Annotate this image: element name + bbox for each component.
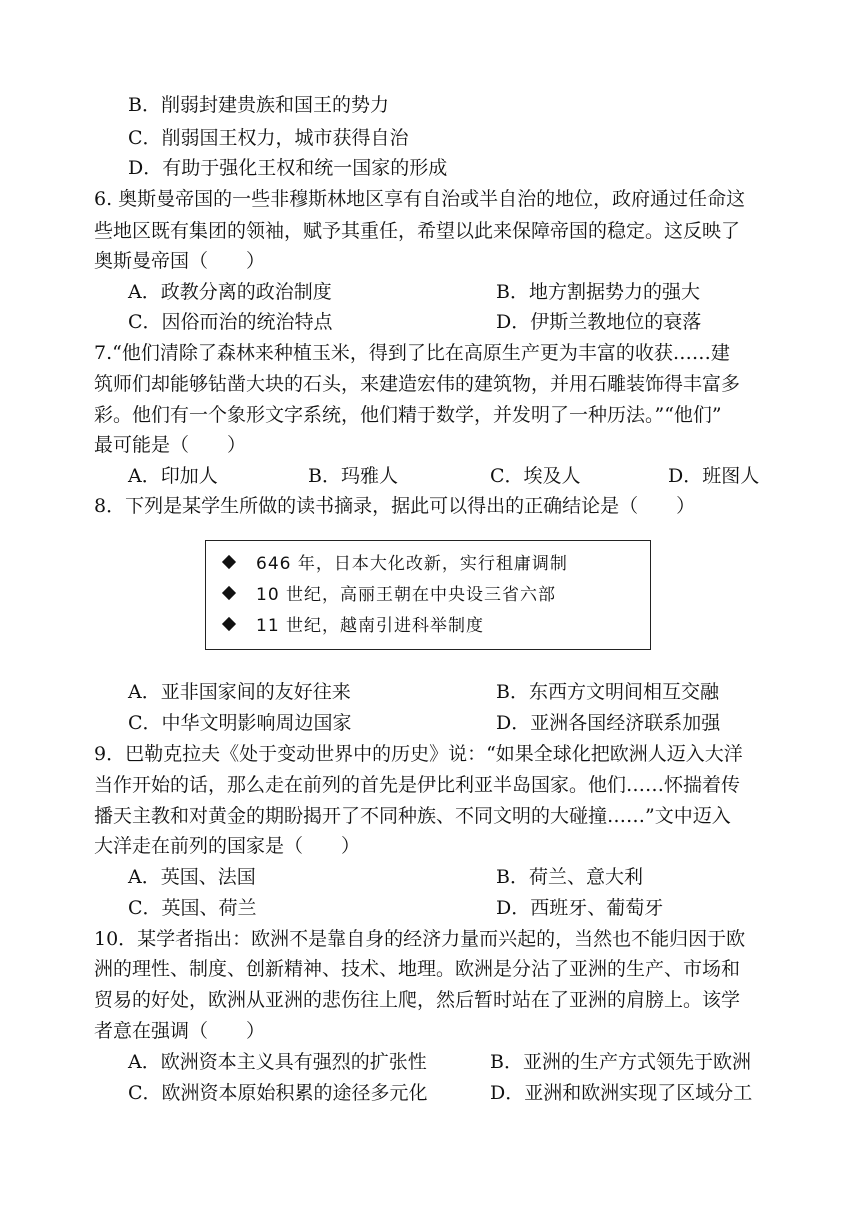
reading-excerpt-box [205,540,651,650]
diamond-bullet-icon [222,617,236,631]
q9-stem-line-3: 播天主教和对黄金的期盼揭开了不同种族、不同文明的大碰撞……”文中迈入 [94,805,731,827]
q7-option-b: B．玛雅人 [308,465,398,487]
q9-option-a: A．英国、法国 [128,866,256,888]
q8-stem: 8．下列是某学生所做的读书摘录，据此可以得出的正确结论是（ ） [94,495,696,517]
q10-stem-line-1: 10．某学者指出：欧洲不是靠自身的经济力量而兴起的，当然也不能归因于欧 [94,928,746,950]
q9-option-c: C．英国、荷兰 [128,897,257,919]
q5-option-c: C．削弱国王权力，城市获得自治 [128,127,409,149]
q10-stem-line-3: 贸易的好处，欧洲从亚洲的悲伤往上爬，然后暂时站在了亚洲的肩膀上。该学 [94,989,741,1011]
q6-stem-line-1: 6. 奥斯曼帝国的一些非穆斯林地区享有自治或半自治的地位，政府通过任命这 [94,188,746,210]
q7-option-c: C．埃及人 [490,465,581,487]
q9-stem-line-1: 9．巴勒克拉夫《处于变动世界中的历史》说：“如果全球化把欧洲人迈入大洋 [94,743,743,765]
q10-option-a: A．欧洲资本主义具有强烈的扩张性 [128,1051,427,1073]
q8-option-d: D．亚洲各国经济联系加强 [496,712,721,734]
q6-option-b: B．地方割据势力的强大 [496,281,700,303]
excerpt-item: 11 世纪，越南引进科举制度 [224,611,484,641]
q7-option-d: D．班图人 [668,465,760,487]
diamond-bullet-icon [222,555,236,569]
q5-option-b: B．削弱封建贵族和国王的势力 [128,94,389,116]
excerpt-item: 10 世纪，高丽王朝在中央设三省六部 [224,580,556,610]
q10-stem-line-4: 者意在强调（ ） [94,1020,266,1042]
q7-option-a: A．印加人 [128,465,218,487]
q9-option-d: D．西班牙、葡萄牙 [496,897,664,919]
q10-option-c: C．欧洲资本原始积累的途径多元化 [128,1082,428,1104]
q8-option-b: B．东西方文明间相互交融 [496,681,719,703]
q9-option-b: B．荷兰、意大利 [496,866,643,888]
q7-stem-line-1: 7.“他们清除了森林来种植玉米，得到了比在高原生产更为丰富的收获……建 [94,342,730,364]
q8-option-a: A．亚非国家间的友好往来 [128,681,351,703]
q7-stem-line-4: 最可能是（ ） [94,434,247,456]
q6-stem-line-2: 些地区既有集团的领袖，赋予其重任，希望以此来保障帝国的稳定。这反映了 [94,220,741,242]
q10-stem-line-2: 洲的理性、制度、创新精神、技术、地理。欧洲是分沾了亚洲的生产、市场和 [94,958,741,980]
q5-option-d: D．有助于强化王权和统一国家的形成 [128,157,448,179]
q6-option-a: A．政教分离的政治制度 [128,281,332,303]
q10-option-d: D．亚洲和欧洲实现了区域分工 [490,1082,753,1104]
q10-option-b: B．亚洲的生产方式领先于欧洲 [490,1051,751,1073]
q6-stem-line-3: 奥斯曼帝国（ ） [94,250,266,272]
excerpt-item: 646 年，日本大化改新，实行租庸调制 [224,549,568,579]
q7-stem-line-3: 彩。他们有一个象形文字系统，他们精于数学，并发明了一种历法。”“他们” [94,404,722,426]
diamond-bullet-icon [222,586,236,600]
q9-stem-line-2: 当作开始的话，那么走在前列的首先是伊比利亚半岛国家。他们……怀揣着传 [94,774,741,796]
q6-option-d: D．伊斯兰教地位的衰落 [496,311,702,333]
q7-stem-line-2: 筑师们却能够钻凿大块的石头，来建造宏伟的建筑物，并用石雕装饰得丰富多 [94,373,741,395]
q9-stem-line-4: 大洋走在前列的国家是（ ） [94,835,361,857]
q6-option-c: C．因俗而治的统治特点 [128,311,333,333]
q8-option-c: C．中华文明影响周边国家 [128,712,352,734]
